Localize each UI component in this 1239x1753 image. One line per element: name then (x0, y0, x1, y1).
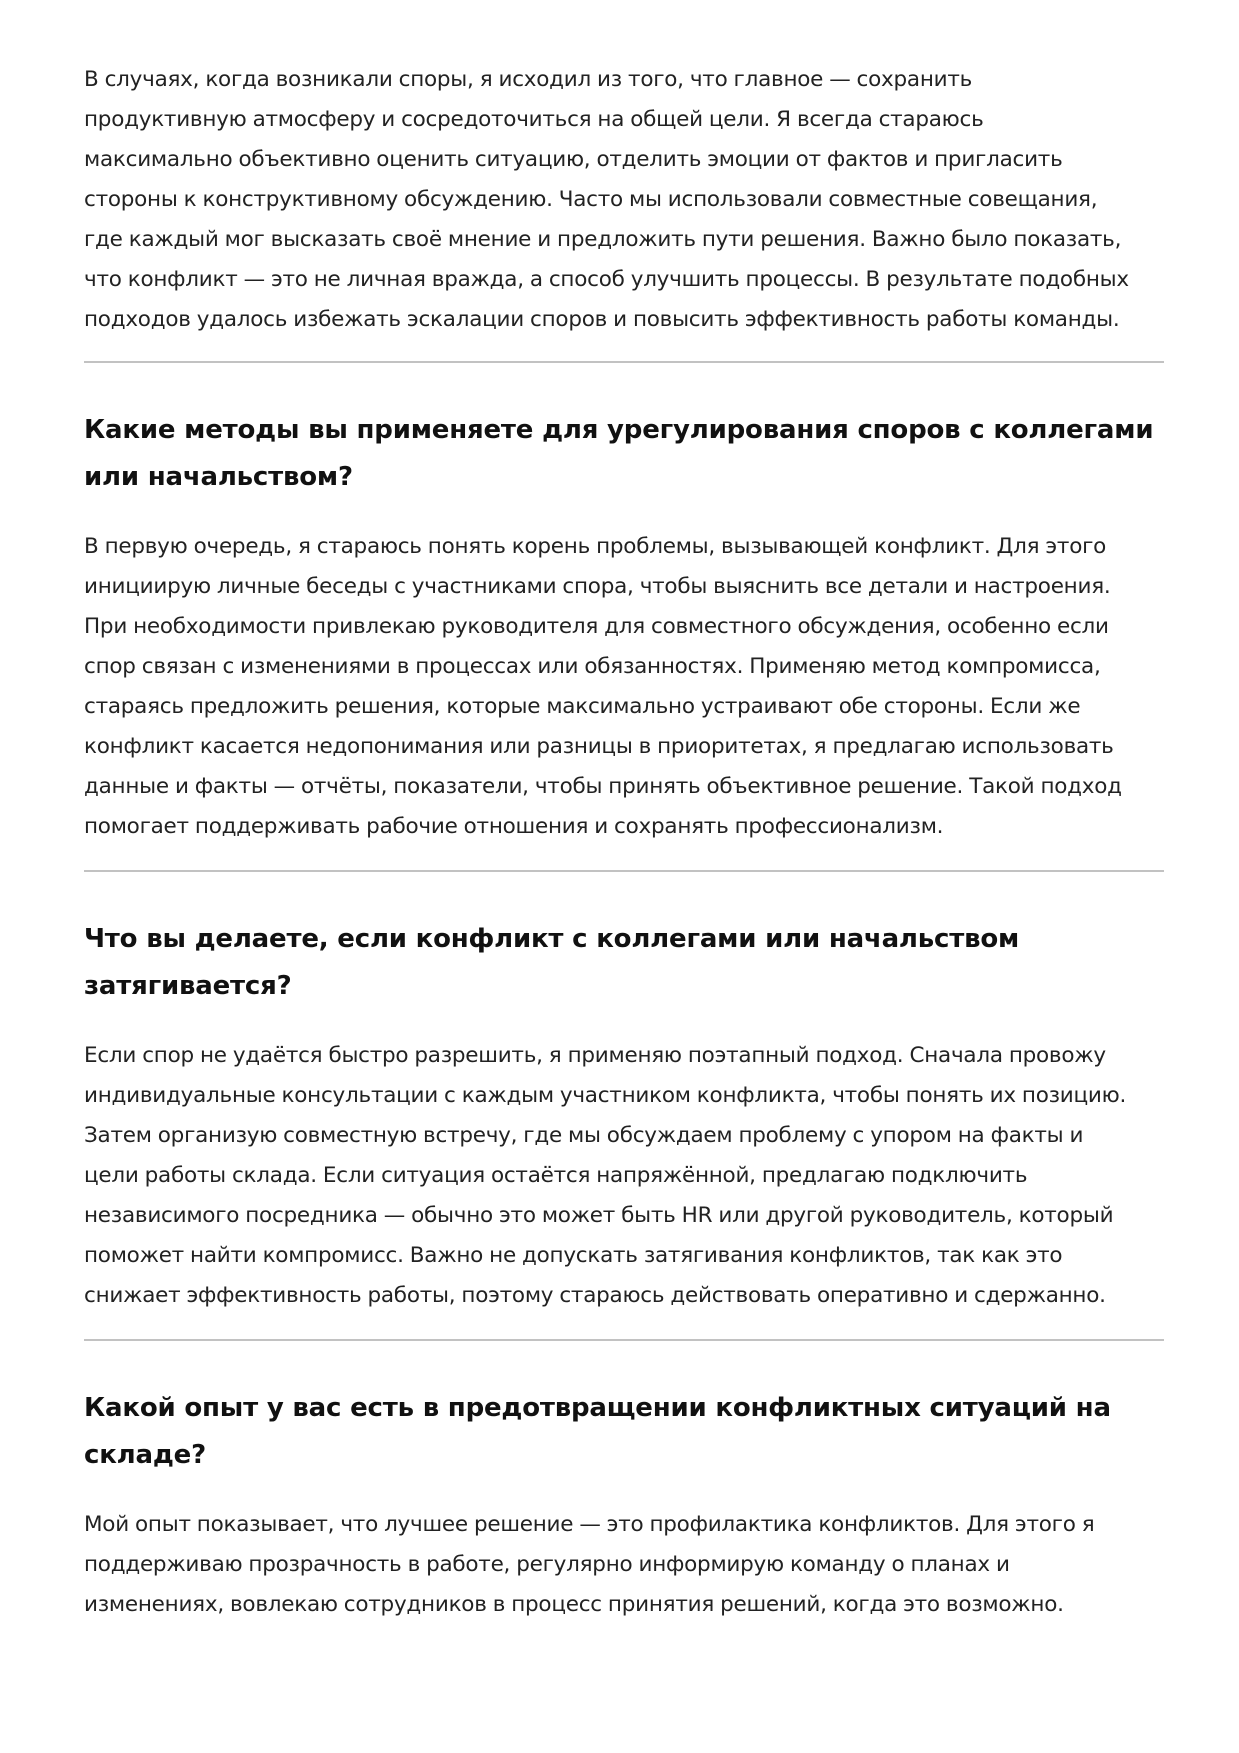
text-line: стараясь предложить решения, которые максимально устраивают обе стороны. Если же (84, 694, 1081, 719)
text-line: помогает поддерживать рабочие отношения и сохранять профессионализм. (84, 814, 944, 839)
text-line: где каждый мог высказать своё мнение и предложить пути решения. Важно было показать, (84, 227, 1122, 252)
question-heading (84, 1385, 1164, 1479)
text-line: В первую очередь, я стараюсь понять корень проблемы, вызывающей конфликт. Для этого (84, 534, 1107, 559)
text-line: индивидуальные консультации с каждым участником конфликта, чтобы понять их позицию. (84, 1083, 1127, 1108)
answer-paragraph (84, 1036, 1164, 1316)
text-line: спор связан с изменениями в процессах или обязанностях. Применяю метод компромисса, (84, 654, 1101, 679)
qa-section-prevention (84, 1385, 1164, 1625)
text-line: продуктивную атмосферу и сосредоточиться на общей цели. Я всегда стараюсь (84, 107, 984, 132)
text-line: снижает эффективность работы, поэтому стараюсь действовать оперативно и сдержанно. (84, 1283, 1106, 1308)
text-line: инициирую личные беседы с участниками спора, чтобы выяснить все детали и настроения. (84, 574, 1111, 599)
text-line: поможет найти компромисс. Важно не допускать затягивания конфликтов, так как это (84, 1243, 1063, 1268)
heading-line: складе? (84, 1440, 206, 1470)
qa-section-prolonged-conflict (84, 916, 1164, 1341)
answer-paragraph (84, 1505, 1164, 1625)
text-line: Если спор не удаётся быстро разрешить, я применяю поэтапный подход. Сначала провожу (84, 1043, 1106, 1068)
question-heading (84, 916, 1164, 1010)
section-divider (84, 361, 1164, 363)
text-line: независимого посредника — обычно это может быть HR или другой руководитель, который (84, 1203, 1114, 1228)
text-line: максимально объективно оценить ситуацию, отделить эмоции от фактов и пригласить (84, 147, 1063, 172)
text-line: подходов удалось избежать эскалации споров и повысить эффективность работы команды. (84, 307, 1120, 332)
question-heading (84, 407, 1164, 501)
intro-paragraph (84, 60, 1164, 340)
text-line: При необходимости привлекаю руководителя для совместного обсуждения, особенно если (84, 614, 1109, 639)
text-line: данные и факты — отчёты, показатели, чтобы принять объективное решение. Такой подход (84, 774, 1122, 799)
text-line: что конфликт — это не личная вражда, а способ улучшить процессы. В результате подобных (84, 267, 1129, 292)
section-divider (84, 870, 1164, 872)
text-line: Затем организую совместную встречу, где мы обсуждаем проблему с упором на факты и (84, 1123, 1084, 1148)
answer-paragraph (84, 527, 1164, 847)
heading-line: затягивается? (84, 971, 292, 1001)
document-page (84, 60, 1164, 1648)
text-line: изменениях, вовлекаю сотрудников в процесс принятия решений, когда это возможно. (84, 1592, 1064, 1617)
text-line: стороны к конструктивному обсуждению. Часто мы использовали совместные совещания, (84, 187, 1098, 212)
section-divider (84, 1339, 1164, 1341)
text-line: Мой опыт показывает, что лучшее решение — это профилактика конфликтов. Для этого я (84, 1512, 1095, 1537)
text-line: конфликт касается недопонимания или разницы в приоритетах, я предлагаю использовать (84, 734, 1114, 759)
text-line: В случаях, когда возникали споры, я исходил из того, что главное — сохранить (84, 67, 973, 92)
heading-line: или начальством? (84, 462, 353, 492)
qa-section-conflict-methods (84, 407, 1164, 872)
heading-line: Какие методы вы применяете для урегулирования споров с коллегами (84, 415, 1154, 445)
heading-line: Какой опыт у вас есть в предотвращении конфликтных ситуаций на (84, 1393, 1111, 1423)
text-line: цели работы склада. Если ситуация остаётся напряжённой, предлагаю подключить (84, 1163, 1028, 1188)
heading-line: Что вы делаете, если конфликт с коллегами или начальством (84, 924, 1020, 954)
text-line: поддерживаю прозрачность в работе, регулярно информирую команду о планах и (84, 1552, 1010, 1577)
